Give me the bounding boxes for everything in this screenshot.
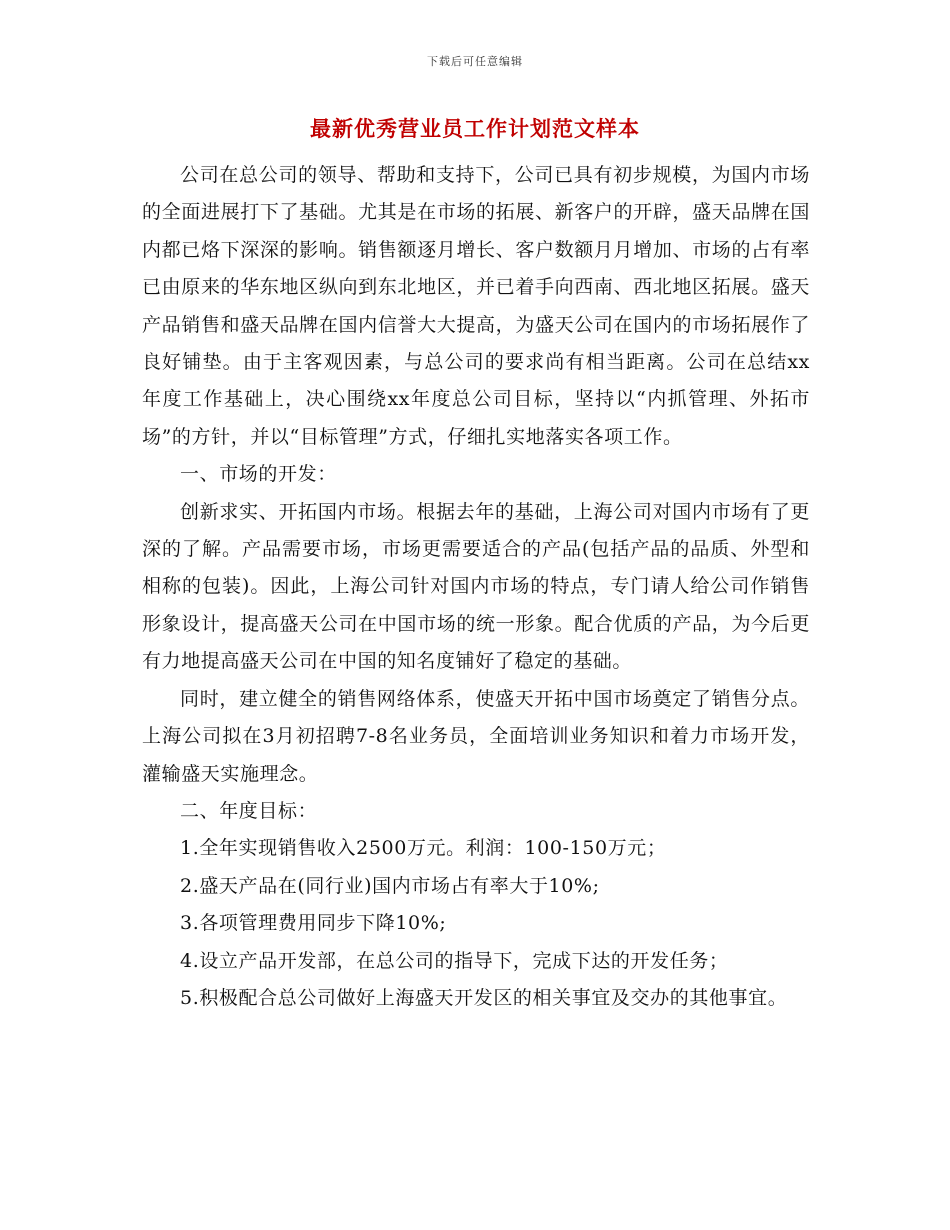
paragraph-intro: 公司在总公司的领导、帮助和支持下，公司已具有初步规模，为国内市场的全面进展打下了基础。尤其是在市场的拓展、新客户的开辟，盛天品牌在国内都已烙下深深的影响。销售额逐月增长、客户数额月月增加、市场的占有率已由原来的华东地区纵向到东北地区，并已着手向西南、西北地区拓展。盛天产品销售和盛天品牌在国内信誉大大提高，为盛天公司在国内的市场拓展作了良好铺垫。由于主客观因素，与总公司的要求尚有相当距离。公司在总结xx年度工作基础上，决心围绕xx年度总公司目标，坚持以“内抓管理、外拓市场”的方针，并以“目标管理”方式，仔细扎实地落实各项工作。 [142,164,810,448]
section-heading-market: 一、市场的开发： [180,463,337,486]
document-title: 最新优秀营业员工作计划范文样本 [310,116,640,141]
goal-item-5: 5.积极配合总公司做好上海盛天开发区的相关事宜及交办的其他事宜。 [180,986,788,1009]
header-note: 下载后可任意编辑 [427,55,523,68]
document-body [142,157,810,1017]
paragraph-market-development: 创新求实、开拓国内市场。根据去年的基础，上海公司对国内市场有了更深的了解。产品需要市场，市场更需要适合的产品(包括产品的品质、外型和相称的包装)。因此，上海公司针对国内市场的特点，专门请人给公司作销售形象设计，提高盛天公司在中国市场的统一形象。配合优质的产品，为今后更有力地提高盛天公司在中国的知名度铺好了稳定的基础。 [142,500,810,673]
section-heading-goals: 二、年度目标： [180,799,318,822]
goal-item-2: 2.盛天产品在(同行业)国内市场占有率大于10%; [180,874,600,897]
goal-item-1: 1.全年实现销售收入2500万元。利润：100-150万元； [180,837,667,860]
goal-item-3: 3.各项管理费用同步下降10%; [180,912,447,935]
goal-item-4: 4.设立产品开发部，在总公司的指导下，完成下达的开发任务； [180,949,729,972]
paragraph-sales-network: 同时，建立健全的销售网络体系，使盛天开拓中国市场奠定了销售分点。上海公司拟在3月初招聘7-8名业务员，全面培训业务知识和着力市场开发，灌输盛天实施理念。 [142,687,810,785]
